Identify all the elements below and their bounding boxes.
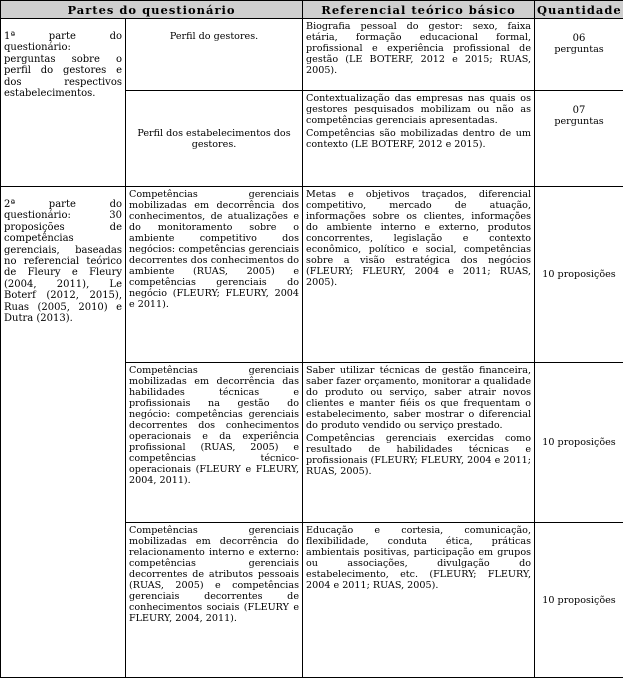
reference-note: Competências gerenciais exercidas como resultado de habilidades técnicas e profissionais (FLEURY; FLEURY, 2004 e 2011; RUAS, 2005). [306, 433, 531, 477]
part2-topic: Competências gerenciais mobilizadas em decorrência dos conhecimentos, de atualizações e do monitoramento sobre o ambiente competitivo dos negócios: competências gerenciais decorrentes dos conhecimentos do ambiente (RUAS, 2005) e competências gerenciais do negócio (FLEURY; FLEURY, 2004 e 2011). [126, 187, 303, 363]
quantity-unit: perguntas [538, 116, 620, 127]
quantity-number: 07 [538, 105, 620, 116]
part2-topic: Competências gerenciais mobilizadas em decorrência das habilidades técnicas e profissionais na gestão do negócio: competências gerenciais decorrentes dos conhecimentos operacionais e da experiência profissional (RUAS, 2005) e competências técnico-operacionais (FLEURY e FLEURY, 2004, 2011). [126, 363, 303, 523]
part1-topic: Perfil do gestores. [126, 19, 303, 91]
part1-reference: Biografia pessoal do gestor: sexo, faixa etária, formação educacional formal, profissional e experiência profissional de gestão (LE BOTERF, 2012 e 2015; RUAS, 2005). [303, 19, 535, 91]
part1-label: 1ª parte do questionário: perguntas sobre o perfil do gestores e dos respectivos estabelecimentos. [1, 19, 126, 187]
header-row [1, 1, 623, 19]
table-row [1, 187, 623, 363]
part1-quantity [535, 91, 623, 187]
part2-reference [303, 363, 535, 523]
table-row [1, 19, 623, 91]
reference-note: Competências são mobilizadas dentro de um contexto (LE BOTERF, 2012 e 2015). [306, 128, 531, 150]
part2-label: 2ª parte do questionário: 30 proposições de competências gerenciais, baseadas no referencial teórico de Fleury e Fleury (2004, 2011), Le Boterf (2012, 2015), Ruas (2005, 2010) e Dutra (2013). [1, 187, 126, 678]
quantity-unit: perguntas [538, 44, 620, 55]
reference-text: Saber utilizar técnicas de gestão financeira, saber fazer orçamento, monitorar a qualidade do produto ou serviço, saber atrair novos clientes e manter fiéis os que frequentam o estabelecimento, saber mostrar o diferencial do produto vendido ou serviço prestado. [306, 365, 531, 431]
part1-quantity [535, 19, 623, 91]
part2-topic: Competências gerenciais mobilizadas em decorrência do relacionamento interno e externo: competências gerenciais decorrentes de atributos pessoais (RUAS, 2005) e competências gerenciais decorrentes de conhecimentos sociais (FLEURY e FLEURY, 2004, 2011). [126, 523, 303, 678]
header-partes: Partes do questionário [1, 1, 303, 19]
part2-reference: Educação e cortesia, comunicação, flexibilidade, conduta ética, práticas ambientais positivas, participação em grupos ou associações, divulgação do estabelecimento, etc. (FLEURY; FLEURY, 2004 e 2011; RUAS, 2005). [303, 523, 535, 678]
reference-text: Contextualização das empresas nas quais os gestores pesquisados mobilizam ou não as competências gerenciais apresentadas. [306, 93, 531, 126]
part2-reference: Metas e objetivos traçados, diferencial competitivo, mercado de atuação, informações sobre os clientes, informações do ambiente interno e externo, produtos concorrentes, legislação e contexto econômico, político e social, competências sobre a visão estratégica dos negócios (FLEURY; FLEURY, 2004 e 2011; RUAS, 2005). [303, 187, 535, 363]
part1-reference [303, 91, 535, 187]
part2-quantity: 10 proposições [535, 187, 623, 363]
header-referencial: Referencial teórico básico [303, 1, 535, 19]
header-quantidade: Quantidade [535, 1, 623, 19]
part1-topic: Perfil dos estabelecimentos dos gestores. [126, 91, 303, 187]
part2-quantity: 10 proposições [535, 523, 623, 678]
part2-quantity: 10 proposições [535, 363, 623, 523]
quantity-number: 06 [538, 33, 620, 44]
